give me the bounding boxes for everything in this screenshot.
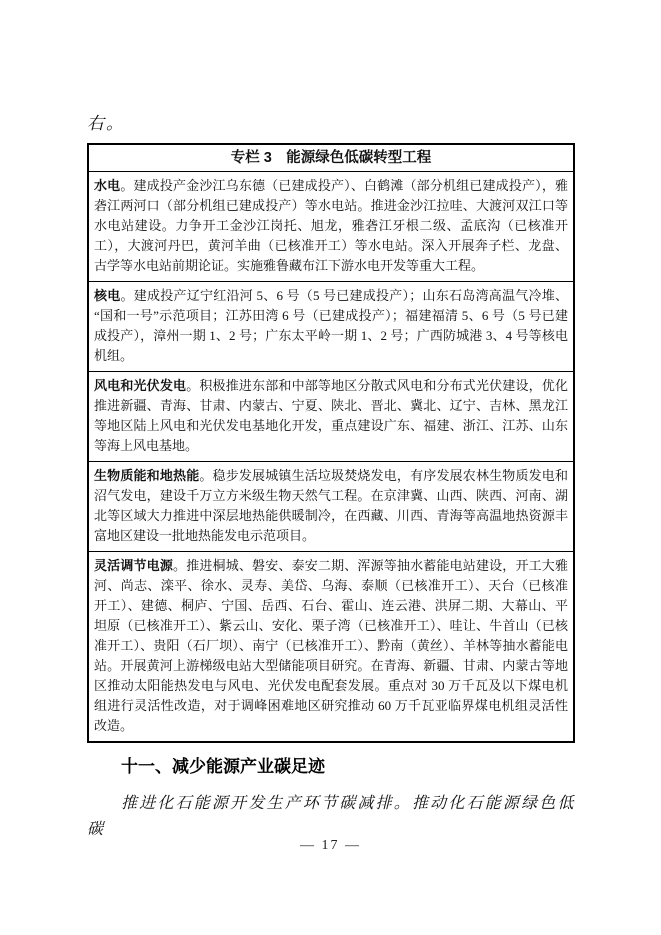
table-cell [88, 462, 574, 552]
table-row-flexible-power [88, 552, 574, 743]
table-title: 专栏 3 能源绿色低碳转型工程 [88, 144, 574, 172]
table-row-wind-solar [88, 372, 574, 462]
row-label: 水电 [94, 178, 121, 193]
row-text: 。推进桐城、磐安、泰安二期、浑源等抽水蓄能电站建设，开工大雅河、尚志、滦平、徐水、灵寿、美岱、乌海、泰顺（已核准开工）、天台（已核准开工）、建德、桐庐、宁国、岳西、石台、霍山、连云港、洪屏二期、大幕山、平坦原（已核准开工）、紫云山、安化、栗子湾（已核准开工）、哇让、牛首山（已核准开工）、贵阳（石厂坝）、南宁（已核准开工）、黔南（黄丝）、羊林等抽水蓄能电站。开展黄河上游梯级电站大型储能项目研究。在青海、新疆、甘肃、内蒙古等地区推动太阳能热发电与风电、光伏发电配套发展。重点对 30 万千瓦及以下煤电机组进行灵活性改造，对于调峰困难地区研究推动 60 万千瓦亚临界煤电机组灵活性改造。 [94, 558, 568, 733]
highlight-box-table [87, 143, 575, 743]
table-cell [88, 552, 574, 743]
row-label: 风电和光伏发电 [94, 378, 187, 393]
page-content [87, 112, 575, 843]
row-text: 。建成投产金沙江乌东德（已建成投产）、白鹤滩（部分机组已建成投产），雅砻江两河口（部分机组已建成投产）等水电站。推进金沙江拉哇、大渡河双江口等水电站建设。力争开工金沙江岗托、旭龙，雅砻江牙根二级、孟底沟（已核准开工），大渡河丹巴，黄河羊曲（已核准开工）等水电站。深入开展奔子栏、龙盘、古学等水电站前期论证。实施雅鲁藏布江下游水电开发等重大工程。 [94, 178, 568, 273]
body-paragraph: 推进化石能源开发生产环节碳减排。推动化石能源绿色低碳 [87, 795, 575, 838]
row-label: 生物质能和地热能 [94, 468, 200, 483]
row-text: 。积极推进东部和中部等地区分散式风电和分布式光伏建设，优化推进新疆、青海、甘肃、内蒙古、宁夏、陕北、晋北、冀北、辽宁、吉林、黑龙江等地区陆上风电和光伏发电基地化开发，重点建设广东、福建、浙江、江苏、山东等海上风电基地。 [94, 378, 568, 453]
table-row-hydropower [88, 172, 574, 282]
row-text: 。建成投产辽宁红沿河 5、6 号（5 号已建成投产）；山东石岛湾高温气冷堆、“国和一号”示范项目；江苏田湾 6 号（已建成投产）；福建福清 5、6 号（5 号已建成投产），漳州一期 1、2 号；广东太平岭一期 1、2 号；广西防城港 3、4 号等核电机组。 [94, 288, 568, 363]
page-number: — 17 — [300, 838, 361, 853]
table-row-biomass-geothermal [88, 462, 574, 552]
table-cell [88, 372, 574, 462]
table-cell [88, 282, 574, 372]
row-label: 核电 [94, 288, 121, 303]
continuation-text: 右。 [87, 114, 125, 133]
row-text: 。稳步发展城镇生活垃圾焚烧发电，有序发展农林生物质发电和沼气发电，建设千万立方米级生物天然气工程。在京津冀、山西、陕西、河南、湖北等区域大力推进中深层地热能供暖制冷，在西藏、川西、青海等高温地热资源丰富地区建设一批地热能发电示范项目。 [94, 468, 568, 543]
section-heading: 十一、减少能源产业碳足迹 [121, 757, 325, 776]
table-cell [88, 172, 574, 282]
table-header-row [88, 144, 574, 172]
row-label: 灵活调节电源 [94, 558, 174, 573]
table-row-nuclear [88, 282, 574, 372]
